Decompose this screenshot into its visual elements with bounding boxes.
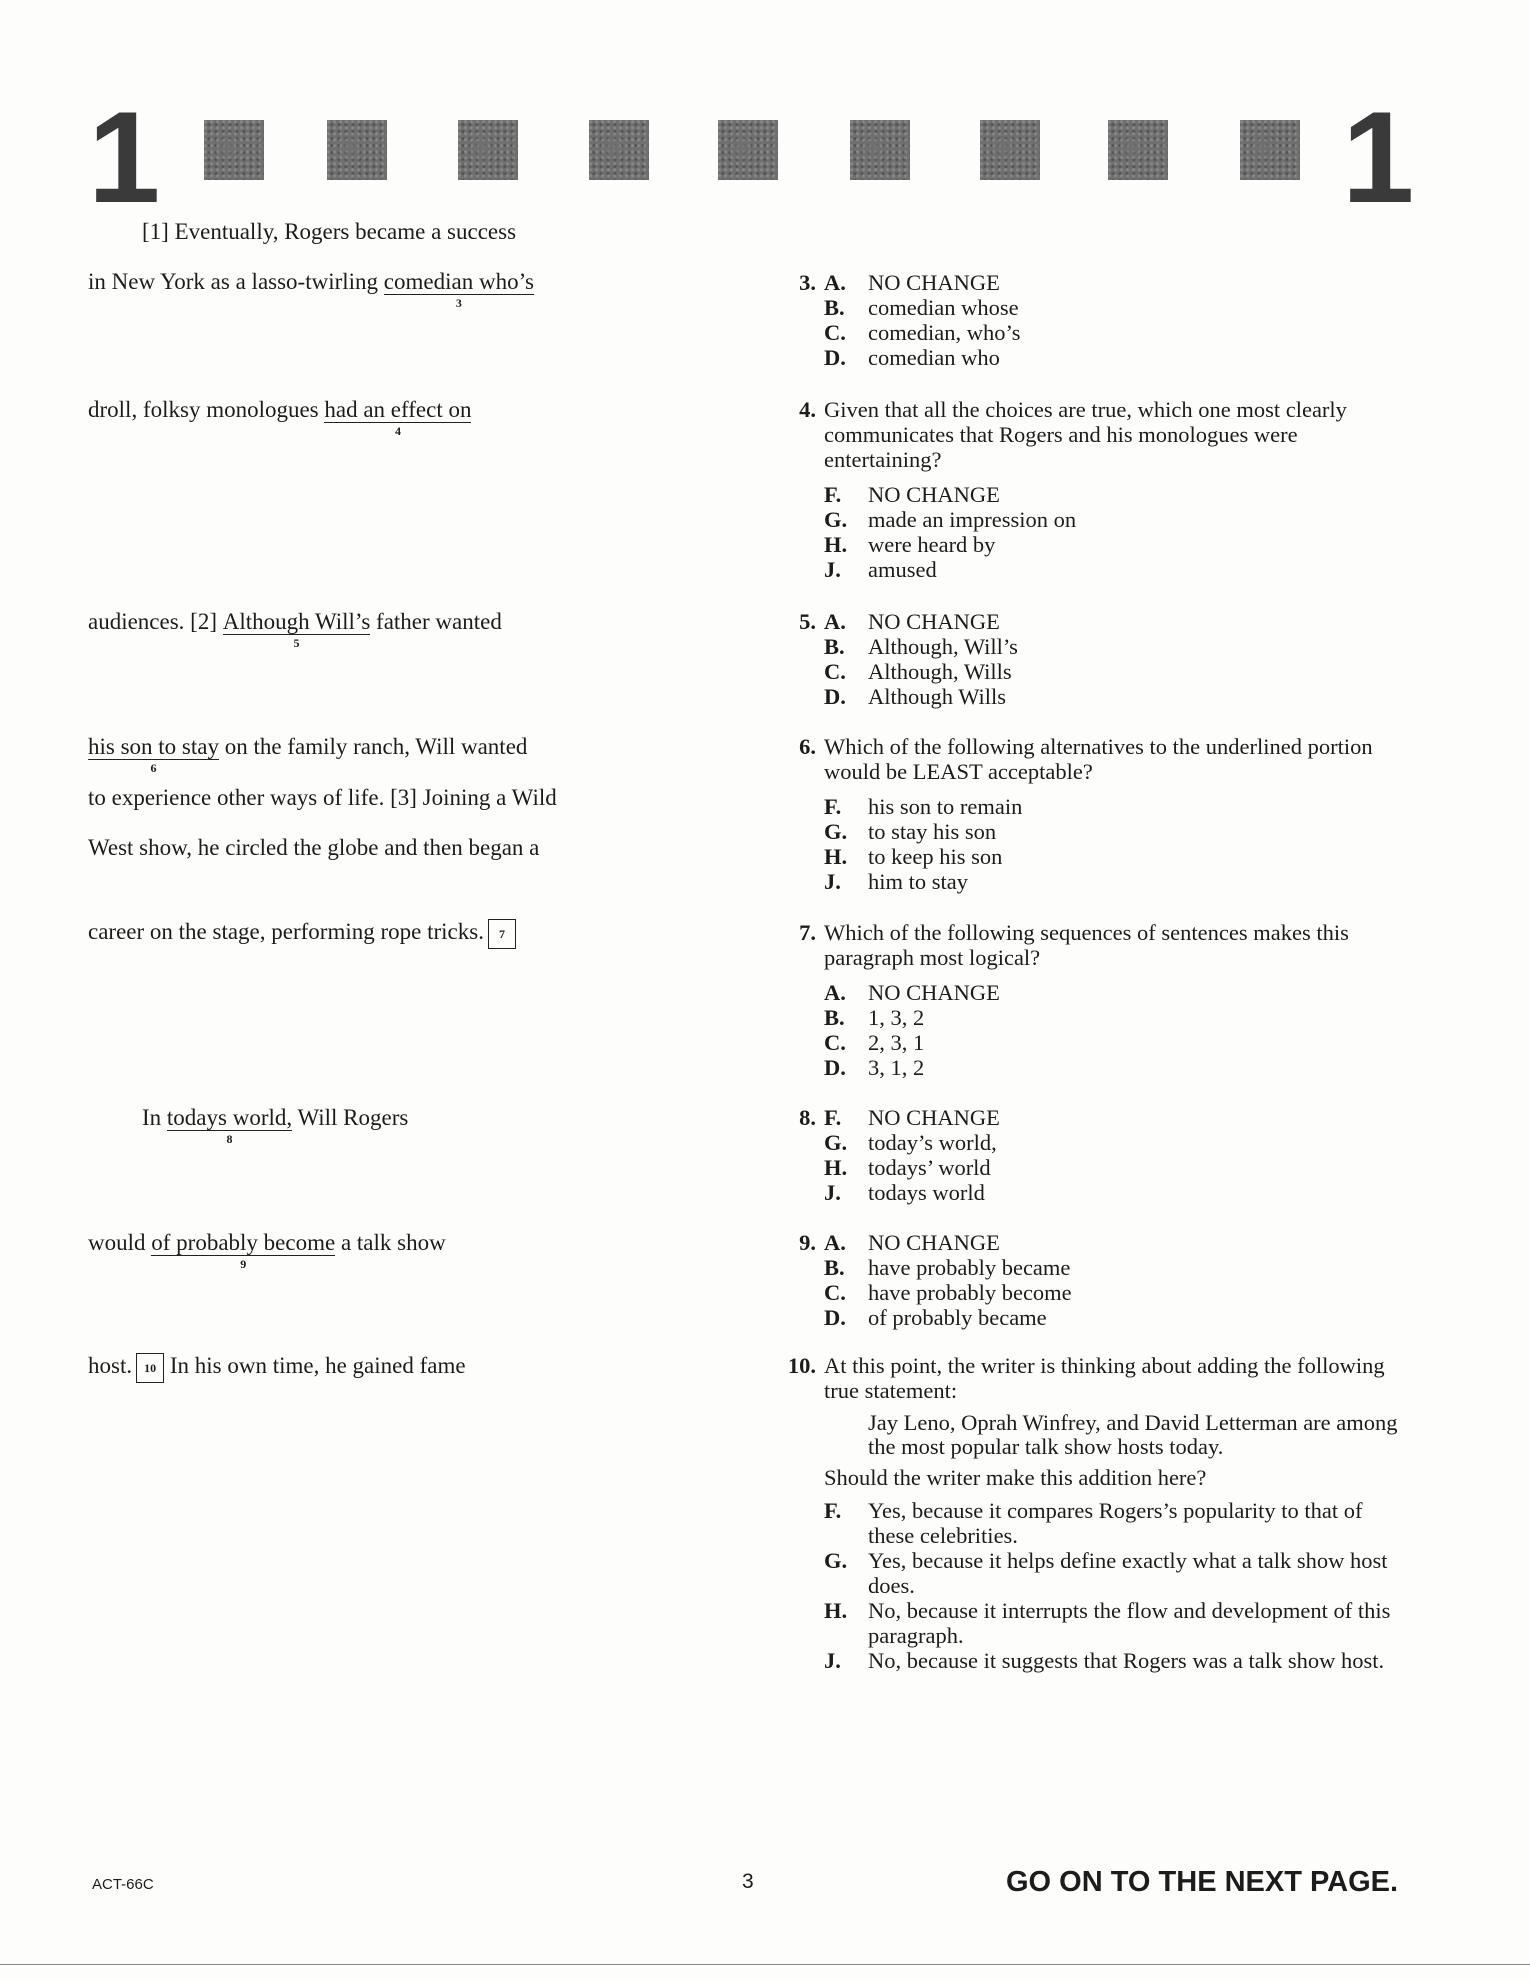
passage-text: to experience other ways of life. [3] Joining a Wild — [88, 785, 557, 810]
passage-line — [142, 218, 516, 246]
question-number: 5. — [799, 609, 816, 634]
option-letter: A. — [824, 980, 846, 1005]
question-marker: 8 — [226, 1132, 233, 1146]
header-square — [718, 120, 778, 180]
option-text[interactable]: to stay his son — [868, 819, 997, 844]
option-letter: J. — [824, 1648, 841, 1673]
header-square — [980, 120, 1040, 180]
option-letter: D. — [824, 684, 846, 709]
option-text[interactable]: NO CHANGE — [868, 1230, 1000, 1255]
question-number: 3. — [799, 270, 816, 295]
question-number: 10. — [787, 1353, 816, 1378]
option-letter: G. — [824, 1548, 848, 1573]
passage-text: on the family ranch, Will wanted — [218, 734, 528, 759]
header-square — [204, 120, 264, 180]
option-text[interactable]: were heard by — [868, 532, 996, 557]
passage-text: a talk show — [335, 1230, 446, 1255]
question-10 — [772, 1353, 1412, 1673]
option-text[interactable]: NO CHANGE — [868, 980, 1000, 1005]
option-letter: H. — [824, 1598, 848, 1623]
passage-text: audiences. [2] — [88, 609, 223, 634]
question-6 — [772, 734, 1412, 894]
option-letter: G. — [824, 507, 848, 532]
option-text[interactable]: todays world — [868, 1180, 985, 1205]
passage-text: [1] Eventually, Rogers became a success — [142, 219, 517, 244]
underlined-text: todays world, — [166, 1105, 293, 1130]
option-letter: D. — [824, 1305, 846, 1330]
option-text[interactable]: NO CHANGE — [868, 609, 1000, 634]
next-page-instruction: GO ON TO THE NEXT PAGE. — [1006, 1866, 1399, 1898]
option-letter: B. — [824, 1005, 845, 1030]
option-letter: C. — [824, 659, 846, 684]
question-5 — [772, 609, 1412, 709]
question-marker: 3 — [455, 296, 462, 310]
underlined-text: comedian who’s — [383, 269, 534, 294]
header-square — [327, 120, 387, 180]
option-letter: C. — [824, 1280, 846, 1305]
option-letter: B. — [824, 634, 845, 659]
section-number-left: 1 — [88, 84, 161, 230]
passage-text: West show, he circled the globe and then began a — [88, 835, 540, 860]
header-square — [458, 120, 518, 180]
option-letter: A. — [824, 1230, 846, 1255]
option-text[interactable]: comedian, who’s — [868, 320, 1021, 345]
page-number: 3 — [742, 1870, 754, 1893]
header-square — [589, 120, 649, 180]
option-text[interactable]: to keep his son — [868, 844, 1003, 869]
passage-text: Will Rogers — [292, 1105, 409, 1130]
passage-line — [142, 1104, 409, 1146]
passage-line — [88, 608, 502, 650]
option-text[interactable]: his son to remain — [868, 794, 1023, 819]
option-text[interactable]: comedian who — [868, 345, 1000, 370]
option-letter: F. — [824, 1105, 842, 1130]
option-letter: H. — [824, 844, 848, 869]
option-text[interactable]: made an impression on — [868, 507, 1077, 532]
option-text[interactable]: todays’ world — [868, 1155, 991, 1180]
option-letter: J. — [824, 557, 841, 582]
underlined-portion-4[interactable] — [324, 397, 472, 438]
header-squares-bar — [204, 120, 1304, 180]
question-marker: 5 — [293, 636, 300, 650]
option-text[interactable]: 3, 1, 2 — [868, 1055, 925, 1080]
option-text[interactable]: him to stay — [868, 869, 968, 894]
question-stem: Given that all the choices are true, which one most clearly communicates that Rogers and his monologues were entertaining? — [824, 397, 1347, 472]
option-letter: H. — [824, 532, 848, 557]
question-9 — [772, 1230, 1412, 1330]
option-text[interactable]: have probably became — [868, 1255, 1071, 1280]
option-text[interactable]: No, because it suggests that Rogers was a talk show host. — [868, 1648, 1385, 1673]
added-statement: Jay Leno, Oprah Winfrey, and David Letterman are among the most popular talk show hosts today. — [868, 1410, 1398, 1459]
underlined-text: Although Will’s — [222, 609, 371, 634]
passage-text: would — [88, 1230, 152, 1255]
option-letter: D. — [824, 1055, 846, 1080]
option-text[interactable]: NO CHANGE — [868, 270, 1000, 295]
question-box-7[interactable]: 7 — [488, 919, 516, 949]
passage-text: In his own time, he gained fame — [164, 1353, 466, 1378]
underlined-portion-5[interactable] — [222, 609, 371, 650]
passage-line — [88, 1352, 466, 1383]
header-square — [1240, 120, 1300, 180]
option-letter: B. — [824, 295, 845, 320]
question-stem: Which of the following alternatives to the underlined portion would be LEAST acceptable? — [824, 734, 1373, 784]
question-3 — [772, 270, 1412, 370]
question-8 — [772, 1105, 1412, 1205]
section-number-right: 1 — [1342, 84, 1415, 230]
bottom-divider — [0, 1964, 1530, 1965]
option-letter: F. — [824, 482, 842, 507]
header-square — [850, 120, 910, 180]
option-text[interactable]: Although Wills — [868, 684, 1007, 709]
question-stem: At this point, the writer is thinking about adding the following true statement: — [824, 1353, 1385, 1403]
question-stem: Which of the following sequences of sentences makes this paragraph most logical? — [824, 920, 1349, 970]
question-box-10[interactable]: 10 — [136, 1353, 164, 1383]
passage-text: in New York as a lasso-twirling — [88, 269, 384, 294]
underlined-portion-9[interactable] — [151, 1230, 336, 1271]
passage-line — [88, 268, 534, 310]
passage-line — [88, 834, 539, 862]
option-text[interactable]: of probably became — [868, 1305, 1047, 1330]
option-letter: C. — [824, 1030, 846, 1055]
underlined-portion-8[interactable] — [166, 1105, 293, 1146]
option-text[interactable]: 1, 3, 2 — [868, 1005, 925, 1030]
question-number: 9. — [799, 1230, 816, 1255]
option-text[interactable]: Yes, because it helps define exactly what a talk show host does. — [868, 1548, 1388, 1598]
option-text[interactable]: today’s world, — [868, 1130, 997, 1155]
option-text[interactable]: amused — [868, 557, 937, 582]
passage-line — [88, 1229, 446, 1271]
option-letter: A. — [824, 270, 846, 295]
passage-text: host. — [88, 1353, 133, 1378]
question-7 — [772, 920, 1412, 1080]
option-letter: G. — [824, 1130, 848, 1155]
passage-text: career on the stage, performing rope tricks. — [88, 919, 484, 944]
question-number: 8. — [799, 1105, 816, 1130]
test-code: ACT-66C — [92, 1876, 154, 1893]
passage-line — [88, 396, 472, 438]
option-letter: C. — [824, 320, 846, 345]
option-text[interactable]: have probably become — [868, 1280, 1072, 1305]
option-letter: B. — [824, 1255, 845, 1280]
question-number: 4. — [799, 397, 816, 422]
option-text[interactable]: comedian whose — [868, 295, 1019, 320]
option-letter: D. — [824, 345, 846, 370]
underlined-portion-3[interactable] — [383, 269, 534, 310]
option-text[interactable]: Although, Will’s — [868, 634, 1018, 659]
option-letter: H. — [824, 1155, 848, 1180]
underlined-text: his son to stay — [88, 734, 219, 759]
passage-text: father wanted — [370, 609, 502, 634]
option-letter: J. — [824, 869, 841, 894]
header-square — [1108, 120, 1168, 180]
underlined-text: of probably become — [151, 1230, 336, 1255]
option-text[interactable]: 2, 3, 1 — [868, 1030, 925, 1055]
question-number: 6. — [799, 734, 816, 759]
passage-text: droll, folksy monologues — [88, 397, 325, 422]
option-letter: G. — [824, 819, 848, 844]
question-marker: 4 — [394, 424, 401, 438]
underlined-portion-6[interactable] — [88, 734, 219, 775]
passage-line — [88, 918, 516, 949]
question-marker: 9 — [240, 1257, 247, 1271]
option-letter: F. — [824, 794, 842, 819]
underlined-text: had an effect on — [324, 397, 472, 422]
option-text[interactable]: NO CHANGE — [868, 1105, 1000, 1130]
passage-line — [88, 784, 557, 812]
option-text[interactable]: No, because it interrupts the flow and development of this paragraph. — [868, 1598, 1391, 1648]
option-text[interactable]: NO CHANGE — [868, 482, 1000, 507]
option-letter: F. — [824, 1498, 842, 1523]
question-4 — [772, 397, 1412, 582]
option-text[interactable]: Yes, because it compares Rogers’s popularity to that of these celebrities. — [868, 1498, 1363, 1548]
option-text[interactable]: Although, Wills — [868, 659, 1012, 684]
question-prompt: Should the writer make this addition here? — [824, 1465, 1207, 1490]
question-number: 7. — [799, 920, 816, 945]
option-letter: J. — [824, 1180, 841, 1205]
passage-text: In — [142, 1105, 167, 1130]
option-letter: A. — [824, 609, 846, 634]
question-marker: 6 — [150, 761, 157, 775]
passage-line — [88, 733, 528, 775]
